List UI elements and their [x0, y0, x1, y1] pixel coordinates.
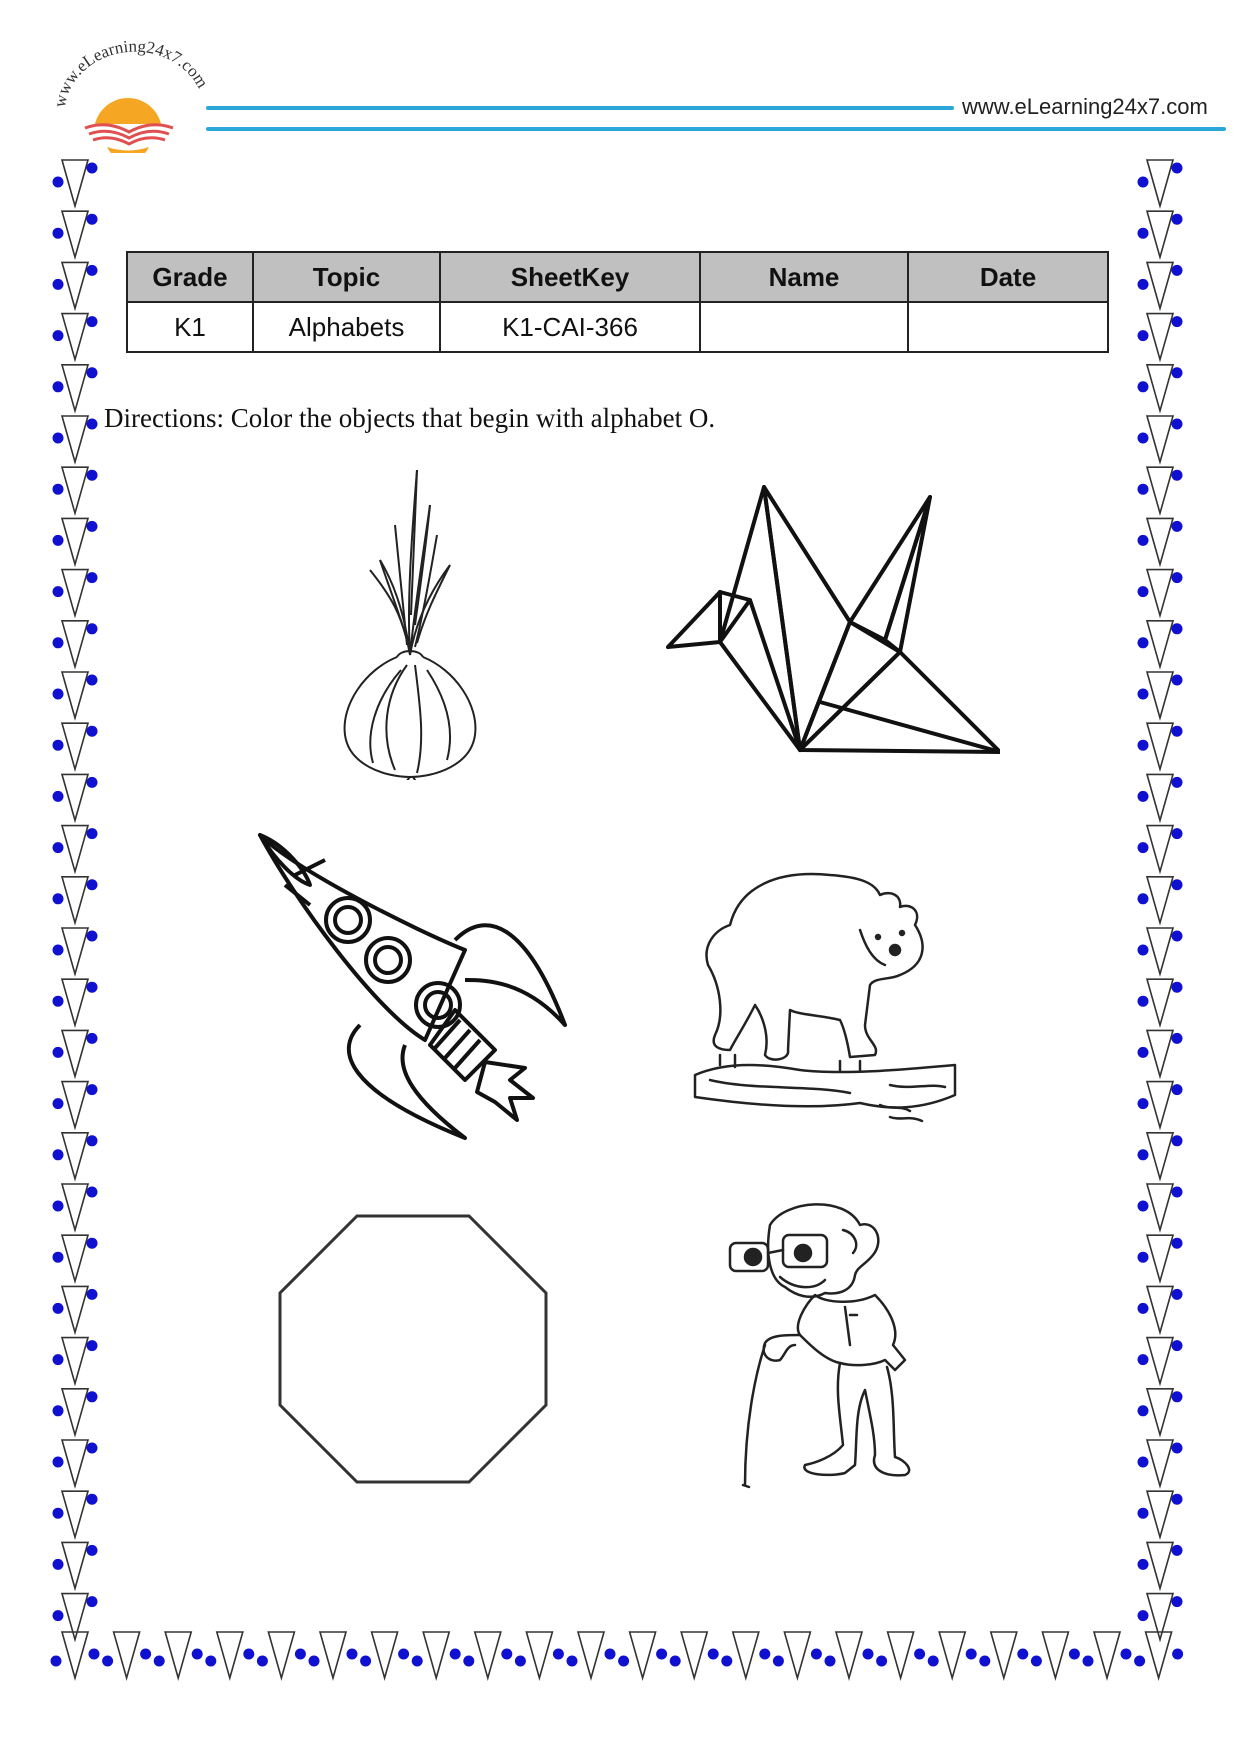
border-dot [53, 945, 64, 956]
border-dot [1172, 470, 1183, 481]
border-triangle [1147, 211, 1173, 257]
border-triangle [1147, 365, 1173, 411]
border-dot [1138, 893, 1149, 904]
border-dot [1172, 316, 1183, 327]
border-triangle [62, 1440, 88, 1486]
border-dot [979, 1656, 990, 1667]
border-dot [87, 1494, 98, 1505]
border-dot [87, 1340, 98, 1351]
border-triangle [1147, 1286, 1173, 1332]
border-dot [1031, 1656, 1042, 1667]
border-triangle [1146, 1632, 1172, 1678]
border-triangle [62, 621, 88, 667]
border-dot [1138, 996, 1149, 1007]
border-dot [1172, 572, 1183, 583]
border-triangle [888, 1632, 914, 1678]
border-triangle [62, 1184, 88, 1230]
border-triangle [1147, 1030, 1173, 1076]
border-triangle [991, 1632, 1017, 1678]
border-triangle [1147, 723, 1173, 769]
border-dot [398, 1649, 409, 1660]
border-dot [309, 1656, 320, 1667]
border-triangle [62, 211, 88, 257]
octagon-icon[interactable] [277, 1213, 549, 1485]
border-dot [53, 1149, 64, 1160]
border-dot [360, 1656, 371, 1667]
border-dot [1138, 330, 1149, 341]
border-dot [928, 1656, 939, 1667]
border-dot [1138, 791, 1149, 802]
border-dot [1138, 740, 1149, 751]
border-dot [966, 1649, 977, 1660]
border-dot [1172, 879, 1183, 890]
border-dot [53, 1559, 64, 1570]
border-triangle [62, 314, 88, 360]
border-triangle [1147, 672, 1173, 718]
border-dot [53, 177, 64, 188]
border-triangle [62, 1338, 88, 1384]
border-dot [87, 419, 98, 430]
border-dot [53, 1354, 64, 1365]
border-triangle [62, 365, 88, 411]
border-dot [53, 484, 64, 495]
border-dot [53, 893, 64, 904]
border-triangle [1042, 1632, 1068, 1678]
border-dot [1172, 419, 1183, 430]
border-dot [1138, 1149, 1149, 1160]
border-dot [140, 1649, 151, 1660]
border-dot [1172, 265, 1183, 276]
border-dot [463, 1656, 474, 1667]
border-dot [87, 572, 98, 583]
border-dot [1083, 1656, 1094, 1667]
border-dot [53, 1098, 64, 1109]
border-dot [1138, 637, 1149, 648]
border-dot [53, 535, 64, 546]
border-dot [1138, 279, 1149, 290]
border-dot [773, 1656, 784, 1667]
border-triangle [1147, 1542, 1173, 1588]
border-dot [1138, 1405, 1149, 1416]
border-dot [1138, 1457, 1149, 1468]
border-triangle [62, 877, 88, 923]
border-triangle [1147, 774, 1173, 820]
border-dot [87, 1033, 98, 1044]
border-dot [1138, 945, 1149, 956]
border-dot [1138, 535, 1149, 546]
date-field[interactable] [908, 302, 1108, 352]
border-dot [1138, 1610, 1149, 1621]
border-dot [53, 1047, 64, 1058]
border-triangle [62, 518, 88, 564]
border-triangle [114, 1632, 140, 1678]
border-dot [1138, 586, 1149, 597]
border-dot [87, 931, 98, 942]
border-dot [515, 1656, 526, 1667]
border-triangle [1147, 1440, 1173, 1486]
border-dot [87, 828, 98, 839]
border-dot [1138, 381, 1149, 392]
border-dot [1172, 1084, 1183, 1095]
border-triangle [62, 1030, 88, 1076]
border-triangle [939, 1632, 965, 1678]
border-dot [205, 1656, 216, 1667]
border-dot [1172, 1289, 1183, 1300]
border-triangle [1147, 518, 1173, 564]
logo-text: www.eLearning24x7.com [49, 36, 213, 109]
rocket-icon[interactable] [255, 830, 575, 1140]
border-dot [412, 1656, 423, 1667]
border-triangle [1147, 262, 1173, 308]
border-dot [87, 1443, 98, 1454]
border-dot [670, 1656, 681, 1667]
border-triangle [733, 1632, 759, 1678]
border-dot [53, 586, 64, 597]
border-dot [1138, 1303, 1149, 1314]
border-triangle [1147, 1082, 1173, 1128]
border-dot [1138, 842, 1149, 853]
border-dot [1069, 1649, 1080, 1660]
border-dot [87, 1084, 98, 1095]
border-dot [87, 982, 98, 993]
border-dot [87, 367, 98, 378]
border-dot [87, 1135, 98, 1146]
border-dot [53, 1610, 64, 1621]
border-triangle [62, 1389, 88, 1435]
border-triangle [1147, 314, 1173, 360]
border-dot [53, 1303, 64, 1314]
border-triangle [165, 1632, 191, 1678]
border-dot [825, 1656, 836, 1667]
border-dot [1172, 623, 1183, 634]
info-table [126, 251, 1109, 353]
border-triangle [423, 1632, 449, 1678]
border-dot [1138, 689, 1149, 700]
border-dot [295, 1649, 306, 1660]
border-triangle [217, 1632, 243, 1678]
border-dot [1138, 1201, 1149, 1212]
border-dot [87, 1238, 98, 1249]
border-dot [1172, 1545, 1183, 1556]
border-dot [1138, 1047, 1149, 1058]
border-triangle [268, 1632, 294, 1678]
border-dot [1172, 828, 1183, 839]
border-dot [1138, 228, 1149, 239]
border-dot [1172, 1187, 1183, 1198]
border-triangle [62, 416, 88, 462]
value-topic: Alphabets [253, 302, 440, 352]
info-table-header-row [127, 252, 1108, 302]
border-dot [1172, 521, 1183, 532]
border-triangle [526, 1632, 552, 1678]
border-dot [605, 1649, 616, 1660]
border-dot [53, 381, 64, 392]
border-dot [656, 1649, 667, 1660]
border-dot [553, 1649, 564, 1660]
border-dot [1172, 1391, 1183, 1402]
old-man-icon[interactable] [725, 1195, 940, 1495]
border-triangle [836, 1632, 862, 1678]
border-dot [53, 791, 64, 802]
border-dot [914, 1649, 925, 1660]
border-dot [87, 1187, 98, 1198]
border-dot [1172, 214, 1183, 225]
name-field[interactable] [700, 302, 908, 352]
site-url: www.eLearning24x7.com [962, 94, 1208, 119]
border-dot [759, 1649, 770, 1660]
border-dot [1172, 726, 1183, 737]
border-dot [347, 1649, 358, 1660]
border-triangle [1147, 1389, 1173, 1435]
border-dot [876, 1656, 887, 1667]
border-triangle [630, 1632, 656, 1678]
border-triangle [578, 1632, 604, 1678]
border-dot [1138, 1354, 1149, 1365]
header-name: Name [700, 252, 908, 302]
border-triangle [320, 1632, 346, 1678]
border-dot [87, 1289, 98, 1300]
border-dot [87, 879, 98, 890]
border-triangle [62, 723, 88, 769]
border-triangle [62, 1133, 88, 1179]
border-dot [53, 228, 64, 239]
border-dot [1172, 367, 1183, 378]
border-triangle [62, 1235, 88, 1281]
border-triangle [1147, 570, 1173, 616]
border-dot [87, 623, 98, 634]
border-triangle [62, 1542, 88, 1588]
border-triangle [62, 1491, 88, 1537]
border-dot [721, 1656, 732, 1667]
border-dot [87, 777, 98, 788]
border-dot [87, 265, 98, 276]
border-triangle [681, 1632, 707, 1678]
border-dot [1134, 1656, 1145, 1667]
border-dot [53, 279, 64, 290]
border-triangle [62, 672, 88, 718]
info-table-value-row [127, 302, 1108, 352]
border-dot [87, 521, 98, 532]
border-dot [87, 1596, 98, 1607]
border-dot [1172, 1443, 1183, 1454]
border-dot [618, 1656, 629, 1667]
border-triangle [1147, 1133, 1173, 1179]
border-dot [1138, 1508, 1149, 1519]
border-dot [1138, 1559, 1149, 1570]
value-sheetkey: K1-CAI-366 [440, 302, 700, 352]
border-dot [1172, 1033, 1183, 1044]
border-dot [87, 726, 98, 737]
border-triangle [62, 774, 88, 820]
border-dot [87, 163, 98, 174]
border-dot [53, 1457, 64, 1468]
border-dot [154, 1656, 165, 1667]
border-dot [87, 1391, 98, 1402]
border-dot [1138, 433, 1149, 444]
border-dot [53, 330, 64, 341]
border-triangle [62, 1082, 88, 1128]
border-dot [257, 1656, 268, 1667]
border-dot [811, 1649, 822, 1660]
border-triangle [1147, 467, 1173, 513]
border-dot [102, 1656, 113, 1667]
border-dot [1172, 1340, 1183, 1351]
border-dot [53, 689, 64, 700]
border-triangle [372, 1632, 398, 1678]
border-triangle [62, 467, 88, 513]
border-dot [1172, 1135, 1183, 1146]
border-dot [1138, 1098, 1149, 1109]
border-dot [1172, 777, 1183, 788]
border-triangle [475, 1632, 501, 1678]
border-dot [1172, 163, 1183, 174]
border-dot [53, 637, 64, 648]
border-dot [87, 316, 98, 327]
border-dot [53, 1405, 64, 1416]
border-dot [243, 1649, 254, 1660]
border-triangle [62, 826, 88, 872]
border-dot [1172, 982, 1183, 993]
border-dot [1172, 675, 1183, 686]
border-triangle [1147, 1338, 1173, 1384]
border-triangle [1147, 160, 1173, 206]
border-dot [53, 1201, 64, 1212]
border-dot [1172, 1649, 1183, 1660]
border-dot [53, 1252, 64, 1263]
border-triangle [1147, 416, 1173, 462]
border-dot [863, 1649, 874, 1660]
origami-crane-icon[interactable] [660, 482, 1000, 777]
value-grade: K1 [127, 302, 253, 352]
border-triangle [1147, 928, 1173, 974]
header-sheetkey: SheetKey [440, 252, 700, 302]
border-triangle [62, 160, 88, 206]
polar-bear-icon[interactable] [690, 865, 960, 1140]
border-dot [53, 842, 64, 853]
border-triangle [1147, 1491, 1173, 1537]
border-dot [192, 1649, 203, 1660]
border-dot [87, 1545, 98, 1556]
directions-text: Directions: Color the objects that begin with alphabet O. [104, 403, 716, 433]
header-date: Date [908, 252, 1108, 302]
border-triangle [62, 1286, 88, 1332]
border-triangle [62, 979, 88, 1025]
border-triangle [1147, 877, 1173, 923]
border-triangle [1094, 1632, 1120, 1678]
border-dot [53, 996, 64, 1007]
border-triangle [1147, 621, 1173, 667]
border-dot [51, 1656, 62, 1667]
border-triangle [62, 928, 88, 974]
border-dot [1138, 1252, 1149, 1263]
border-dot [87, 214, 98, 225]
header-grade: Grade [127, 252, 253, 302]
border-triangle [1147, 826, 1173, 872]
border-dot [1017, 1649, 1028, 1660]
border-triangle [1147, 1235, 1173, 1281]
border-triangle [1147, 979, 1173, 1025]
border-dot [1172, 1494, 1183, 1505]
border-dot [1138, 177, 1149, 188]
border-dot [1138, 484, 1149, 495]
border-dot [708, 1649, 719, 1660]
border-dot [87, 675, 98, 686]
border-dot [53, 740, 64, 751]
border-dot [53, 1508, 64, 1519]
border-dot [53, 433, 64, 444]
border-dot [87, 470, 98, 481]
border-triangle [62, 570, 88, 616]
onion-icon[interactable] [335, 465, 485, 780]
border-triangle [62, 262, 88, 308]
border-dot [567, 1656, 578, 1667]
border-dot [1172, 1596, 1183, 1607]
header-topic: Topic [253, 252, 440, 302]
border-dot [89, 1649, 100, 1660]
border-dot [501, 1649, 512, 1660]
border-dot [1172, 1238, 1183, 1249]
border-dot [1121, 1649, 1132, 1660]
border-dot [450, 1649, 461, 1660]
border-triangle [784, 1632, 810, 1678]
border-triangle [1147, 1184, 1173, 1230]
border-dot [1172, 931, 1183, 942]
